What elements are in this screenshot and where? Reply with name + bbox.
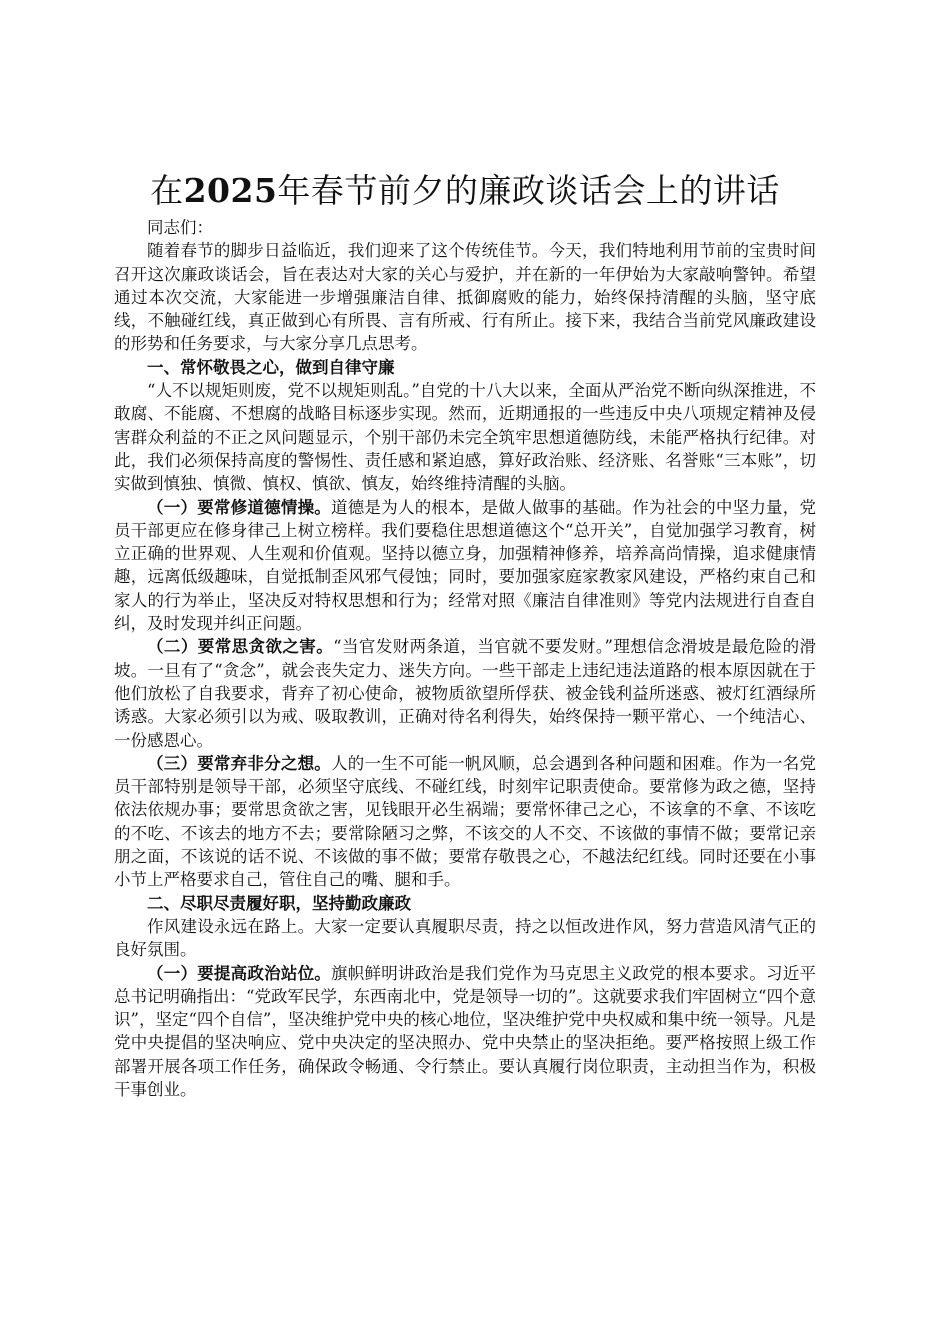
section-1-sub-3-lead: （三）要常弃非分之想。 bbox=[147, 753, 332, 773]
section-1-sub-1-body: 道德是为人的根本，是做人做事的基础。作为社会的中坚力量，党员干部更应在修身律己上树立榜样。我们要稳住思想道德这个“总开关”，自觉加强学习教育，树立正确的世界观、人生观和价值观。坚持以德立身，加强精神修养，培养高尚情操，追求健康情趣，远离低级趣味，自觉抵制歪风邪气侵蚀；同时，要加强家庭家教家风建设，严格约束自己和家人的行为举止，坚决反对特权思想和行为；经常对照《廉洁自律准则》等党内法规进行自查自纠，及时发现并纠正问题。 bbox=[114, 497, 817, 634]
intro-paragraph: 随着春节的脚步日益临近，我们迎来了这个传统佳节。今天，我们特地利用节前的宝贵时间召开这次廉政谈话会，旨在表达对大家的关心与爱护，并在新的一年伊始为大家敲响警钟。希望通过本次交流，大家能进一步增强廉洁自律、抵御腐败的能力，始终保持清醒的头脑，坚守底线，不触碰红线，真正做到心有所畏、言有所戒、行有所止。接下来，我结合当前党风廉政建设的形势和任务要求，与大家分享几点思考。 bbox=[114, 241, 816, 354]
section-1-heading: 一、常怀敬畏之心，做到自律守廉 bbox=[147, 357, 395, 377]
section-2-heading: 二、尽职尽责履好职，坚持勤政廉政 bbox=[147, 893, 411, 913]
section-1-paragraph: “人不以规矩则废，党不以规矩则乱。”自党的十八大以来，全面从严治党不断向纵深推进，不敢腐、不能腐、不想腐的战略目标逐步实现。然而，近期通报的一些违反中央八项规定精神及侵害群众利益的不正之风问题显示，个别干部仍未完全筑牢思想道德防线，未能严格执行纪律。对此，我们必须保持高度的警惕性、责任感和紧迫感，算好政治账、经济账、名誉账“三本账”，切实做到慎独、慎微、慎权、慎欲、慎友，始终维持清醒的头脑。 bbox=[114, 381, 816, 494]
document-body bbox=[114, 170, 816, 1101]
section-2-sub-1-lead: （一）要提高政治站位。 bbox=[147, 963, 332, 983]
section-1-sub-1-lead: （一）要常修道德情操。 bbox=[147, 497, 332, 517]
section-2-sub-1-body: 旗帜鲜明讲政治是我们党作为马克思主义政党的根本要求。习近平总书记明确指出：“党政军民学，东西南北中，党是领导一切的”。这就要求我们牢固树立“四个意识”，坚定“四个自信”，坚决维护党中央的核心地位，坚决维护党中央权威和集中统一领导。凡是党中央提倡的坚决响应、党中央决定的坚决照办、党中央禁止的坚决拒绝。要严格按照上级工作部署开展各项工作任务，确保政令畅通、令行禁止。要认真履行岗位职责，主动担当作为，积极干事创业。 bbox=[114, 963, 817, 1099]
section-1-sub-1-paragraph bbox=[114, 496, 816, 636]
title-prefix: 在 bbox=[150, 171, 184, 210]
title-year: 2025 bbox=[183, 171, 278, 210]
section-1-sub-2-body: “当官发财两条道，当官就不要发财。”理想信念滑坡是最危险的滑坡。一旦有了“贪念”，就会丧失定力、迷失方向。一些干部走上违纪违法道路的根本原因就在于他们放松了自我要求，背弃了初心使命，被物质欲望所俘获、被金钱利益所迷惑、被灯红酒绿所诱惑。大家必须引以为戒、吸取教训，正确对待名利得失，始终保持一颗平常心、一个纯洁心、一份感恩心。 bbox=[114, 637, 816, 750]
section-2-paragraph: 作风建设永远在路上。大家一定要认真履职尽责，持之以恒改进作风，努力营造风清气正的良好氛围。 bbox=[114, 916, 816, 960]
section-1-sub-3-paragraph bbox=[114, 752, 816, 892]
page-title bbox=[114, 170, 816, 212]
section-1-sub-3-body: 人的一生不可能一帆风顺，总会遇到各种问题和困难。作为一名党员干部特别是领导干部，必须坚守底线、不碰红线，时刻牢记职责使命。要常修为政之德，坚持依法依规办事；要常思贪欲之害，见钱眼开必生祸端；要常怀律己之心，不该拿的不拿、不该吃的不吃、不该去的地方不去；要常除陋习之弊，不该交的人不交、不该做的事情不做；要常记亲朋之面，不该说的话不说、不该做的事不做；要常存敬畏之心，不越法纪红线。同时还要在小事小节上严格要求自己，管住自己的嘴、腿和手。 bbox=[114, 753, 817, 890]
section-1-sub-2-paragraph bbox=[114, 635, 816, 751]
title-suffix: 年春节前夕的廉政谈话会上的讲话 bbox=[277, 171, 780, 210]
greeting: 同志们： bbox=[147, 218, 213, 237]
section-2-sub-1-paragraph bbox=[114, 962, 816, 1102]
section-1-sub-2-lead: （二）要常思贪欲之害。 bbox=[147, 637, 334, 657]
